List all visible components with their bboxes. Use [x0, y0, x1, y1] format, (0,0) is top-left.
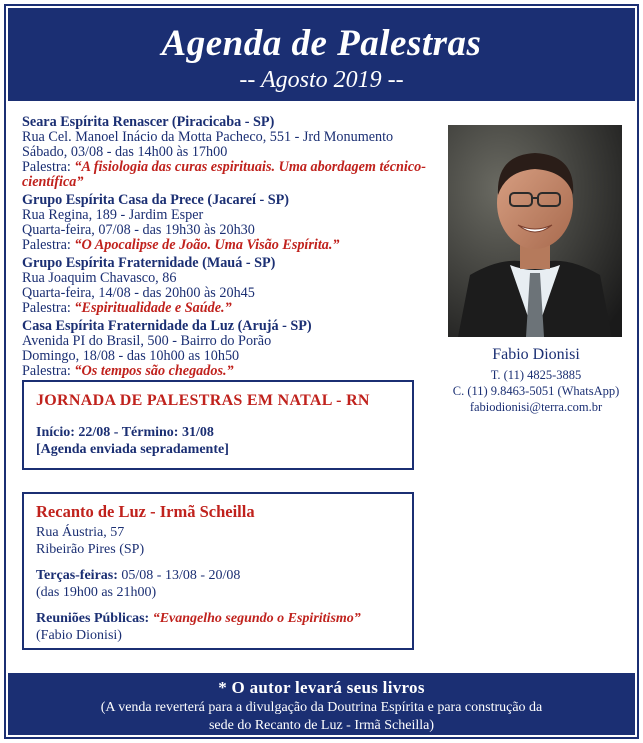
- natal-box: [22, 380, 414, 470]
- talk-label: Palestra:: [22, 237, 75, 253]
- footer-line-2: sede do Recanto de Luz - Irmã Scheilla): [208, 718, 435, 733]
- event-item: [22, 256, 442, 316]
- contact-name: Fabio Dionisi: [492, 346, 580, 363]
- event-item: [22, 193, 442, 253]
- footer-banner: [8, 673, 635, 735]
- speaker-portrait-icon: [448, 125, 622, 337]
- event-name: Seara Espírita Renascer (Piracicaba - SP): [22, 114, 275, 130]
- recanto-title: Recanto de Luz - Irmã Scheilla: [36, 502, 255, 521]
- recanto-street: Rua Áustria, 57: [36, 525, 125, 540]
- event-schedule: Quarta-feira, 07/08 - das 19h30 às 20h30: [22, 222, 255, 238]
- contact-phone: T. (11) 4825-3885: [490, 368, 582, 382]
- event-item: [22, 115, 442, 190]
- natal-note: [Agenda enviada sepradamente]: [36, 442, 229, 457]
- event-name: Casa Espírita Fraternidade da Luz (Arujá - SP): [22, 318, 312, 334]
- recanto-hours: (das 19h00 as 21h00): [36, 585, 157, 600]
- recanto-days: 05/08 - 13/08 - 20/08: [117, 568, 241, 583]
- talk-label: Palestra:: [22, 300, 75, 316]
- page-subtitle: -- Agosto 2019 --: [239, 67, 404, 93]
- event-item: [22, 319, 442, 379]
- event-schedule: Sábado, 03/08 - das 14h00 às 17h00: [22, 144, 228, 160]
- event-address: Avenida PI do Brasil, 500 - Bairro do Porão: [22, 333, 272, 349]
- talk-title: “Os tempos são chegados.”: [74, 363, 234, 379]
- recanto-speaker: (Fabio Dionisi): [36, 628, 122, 643]
- event-address: Rua Cel. Manoel Inácio da Motta Pacheco, 551 - Jrd Monumento: [22, 129, 394, 145]
- event-address: Rua Regina, 189 - Jardim Esper: [22, 207, 204, 223]
- footer-line-1: (A venda reverterá para a divulgação da Doutrina Espírita e para construção da: [100, 700, 543, 715]
- recanto-city: Ribeirão Pires (SP): [36, 542, 145, 557]
- event-schedule: Quarta-feira, 14/08 - das 20h00 às 20h45: [22, 285, 255, 301]
- contact-info: [436, 346, 636, 415]
- footer-headline: * O autor levará seus livros: [218, 678, 425, 697]
- contact-email: fabiodionisi@terra.com.br: [469, 400, 603, 414]
- contact-cell: C. (11) 9.8463-5051 (WhatsApp): [452, 384, 620, 398]
- recanto-days-label: Terças-feiras:: [36, 568, 118, 583]
- talk-title: “O Apocalipse de João. Uma Visão Espírita.”: [74, 237, 340, 253]
- event-name: Grupo Espírita Fraternidade (Mauá - SP): [22, 255, 276, 271]
- event-name: Grupo Espírita Casa da Prece (Jacareí - SP): [22, 192, 290, 208]
- talk-label: Palestra:: [22, 159, 75, 175]
- header-banner: [8, 8, 635, 101]
- talk-title: “Espiritualidade e Saúde.”: [74, 300, 232, 316]
- recanto-box: [22, 492, 414, 650]
- event-address: Rua Joaquim Chavasco, 86: [22, 270, 177, 286]
- talk-label: Palestra:: [22, 363, 75, 379]
- natal-dates: Início: 22/08 - Término: 31/08: [36, 425, 214, 440]
- natal-title: JORNADA DE PALESTRAS EM NATAL - RN: [36, 392, 370, 409]
- speaker-photo: [448, 125, 622, 337]
- event-schedule: Domingo, 18/08 - das 10h00 as 10h50: [22, 348, 240, 364]
- event-list: [22, 115, 442, 382]
- recanto-meetings-quote: “Evangelho segundo o Espiritismo”: [152, 611, 361, 626]
- page-title: Agenda de Palestras: [161, 23, 482, 64]
- talk-title: “A fisiologia das curas espirituais. Uma abordagem técnico-científica”: [22, 159, 426, 190]
- recanto-meetings-label: Reuniões Públicas:: [36, 611, 150, 626]
